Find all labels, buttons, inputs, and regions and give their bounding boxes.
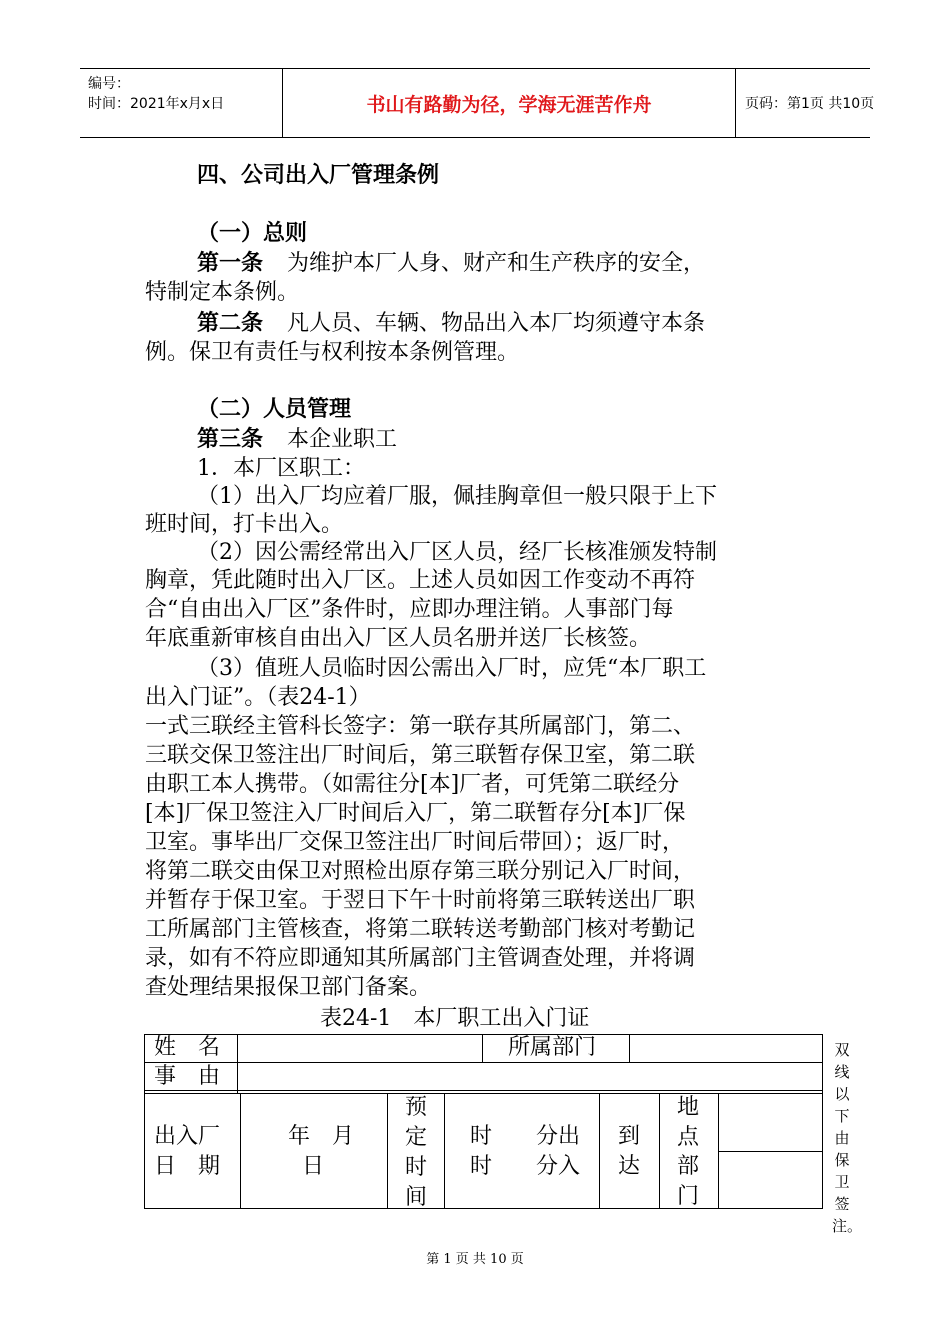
name-label: 姓 名 [154,1035,221,1060]
para-line: 将第二联交由保卫对照检出原存第三联分别记入厂时间， [145,859,696,884]
header-page-label: 页码：第1页 共10页 [745,96,875,112]
para-line: 录，如有不符应即通知其所属部门主管调查处理，并将调 [145,946,696,971]
pass-form-table [144,1034,823,1209]
para-line: [本]厂保卫签注入厂时间后入厂，第二联暂存分[本]厂保 [145,801,686,826]
inout-date-label-1: 出入厂 [154,1124,221,1149]
rule [822,1034,823,1209]
minute-out-label: 分出 [536,1124,581,1149]
article-2-line-1 [197,308,857,339]
para-line: （1）出入厂均应着厂服，佩挂胸章但一般只限于上下 [197,484,717,509]
rule [144,1093,823,1094]
day-label: 日 [302,1154,325,1179]
planned-time-label: 预定时间 [404,1095,427,1210]
article-1-line-2: 特制定本条例。 [145,280,300,305]
article-1-text: 为维护本厂人身、财产和生产秩序的安全， [287,251,706,276]
place-label: 地点 [676,1095,699,1150]
header-meta [80,69,282,137]
header-motto: 书山有路勤为径，学海无涯苦作舟 [282,69,736,137]
side-note: 双线以下由保卫签注。 [832,1041,863,1235]
para-line: 卫室。事毕出厂交保卫签注出厂时间后带回）；返厂时， [145,830,685,855]
section-heading-personnel: （二）人员管理 [197,396,352,422]
rule [144,1034,145,1209]
rule [144,1208,823,1209]
article-1-head: 第一条 [197,250,264,276]
para-line: 班时间，打卡出入。 [145,512,344,537]
article-2-head: 第二条 [197,310,264,336]
article-3-head: 第三条 [197,426,264,452]
dept-short-label: 部门 [676,1154,699,1209]
para-line: 出入门证”。（表24-1） [145,685,371,710]
minute-in-label: 分入 [536,1154,581,1179]
rule [240,1093,241,1209]
article-2-text: 凡人员、车辆、物品出入本厂均须遵守本条 [287,311,706,336]
para-line: 一式三联经主管科长签字：第一联存其所属部门，第二、 [145,714,696,739]
para-line: （2）因公需经常出入厂区人员，经厂长核准颁发特制 [197,540,717,565]
para-line: 由职工本人携带。（如需往分[本]厂者，可凭第二联经分 [145,772,680,797]
inout-date-label-2: 日 期 [154,1154,221,1179]
rule [144,1090,823,1091]
para-line: 工所属部门主管核查，将第二联转送考勤部门核对考勤记 [145,917,696,942]
table-caption: 表24-1 本厂职工出入门证 [320,1006,590,1031]
rule [237,1034,238,1093]
rule [718,1093,719,1209]
rule [629,1034,630,1062]
para-line: 查处理结果报保卫部门备案。 [145,975,432,1000]
rule [718,1151,823,1152]
rule [387,1093,388,1209]
rule [659,1093,660,1209]
rule [144,1062,823,1063]
arrive-label: 到达 [617,1124,640,1179]
para-line: 并暂存于保卫室。于翌日下午十时前将第三联转送出厂职 [145,888,696,913]
hour-label-2: 时 [470,1154,493,1179]
article-2-line-2: 例。保卫有责任与权利按本条例管理。 [145,340,520,365]
time-label: 时间：2021年x月x日 [88,96,225,112]
article-3-text: 本企业职工 [287,427,398,452]
article-3-line-1 [197,424,857,455]
para-line: 三联交保卫签注出厂时间后，第三联暂存保卫室，第二联 [145,743,696,768]
para-line: 年底重新审核自由出入厂区人员名册并送厂长核签。 [145,626,652,651]
year-month-label: 年 月 [288,1124,355,1149]
para-line: 胸章，凭此随时出入厂区。上述人员如因工作变动不再符 [145,568,696,593]
para-line: 合“自由出入厂区”条件时，应即办理注销。人事部门每 [145,597,674,622]
number-label: 编号： [88,76,130,92]
rule [144,1034,823,1035]
page-footer: 第 1 页 共 10 页 [426,1252,524,1267]
rule [599,1093,600,1209]
rule [482,1034,483,1062]
reason-label: 事 由 [154,1064,221,1089]
doc-title: 四、公司出入厂管理条例 [197,162,440,188]
dept-label: 所属部门 [508,1035,597,1060]
para-line: （3）值班人员临时因公需出入厂时，应凭“本厂职工 [197,656,707,681]
document-header [80,68,875,138]
article-1-line-1 [197,248,857,279]
rule [444,1093,445,1209]
section-heading-general: （一）总则 [197,220,308,246]
hour-label-1: 时 [470,1124,493,1149]
para-line: 1．本厂区职工： [197,456,365,481]
